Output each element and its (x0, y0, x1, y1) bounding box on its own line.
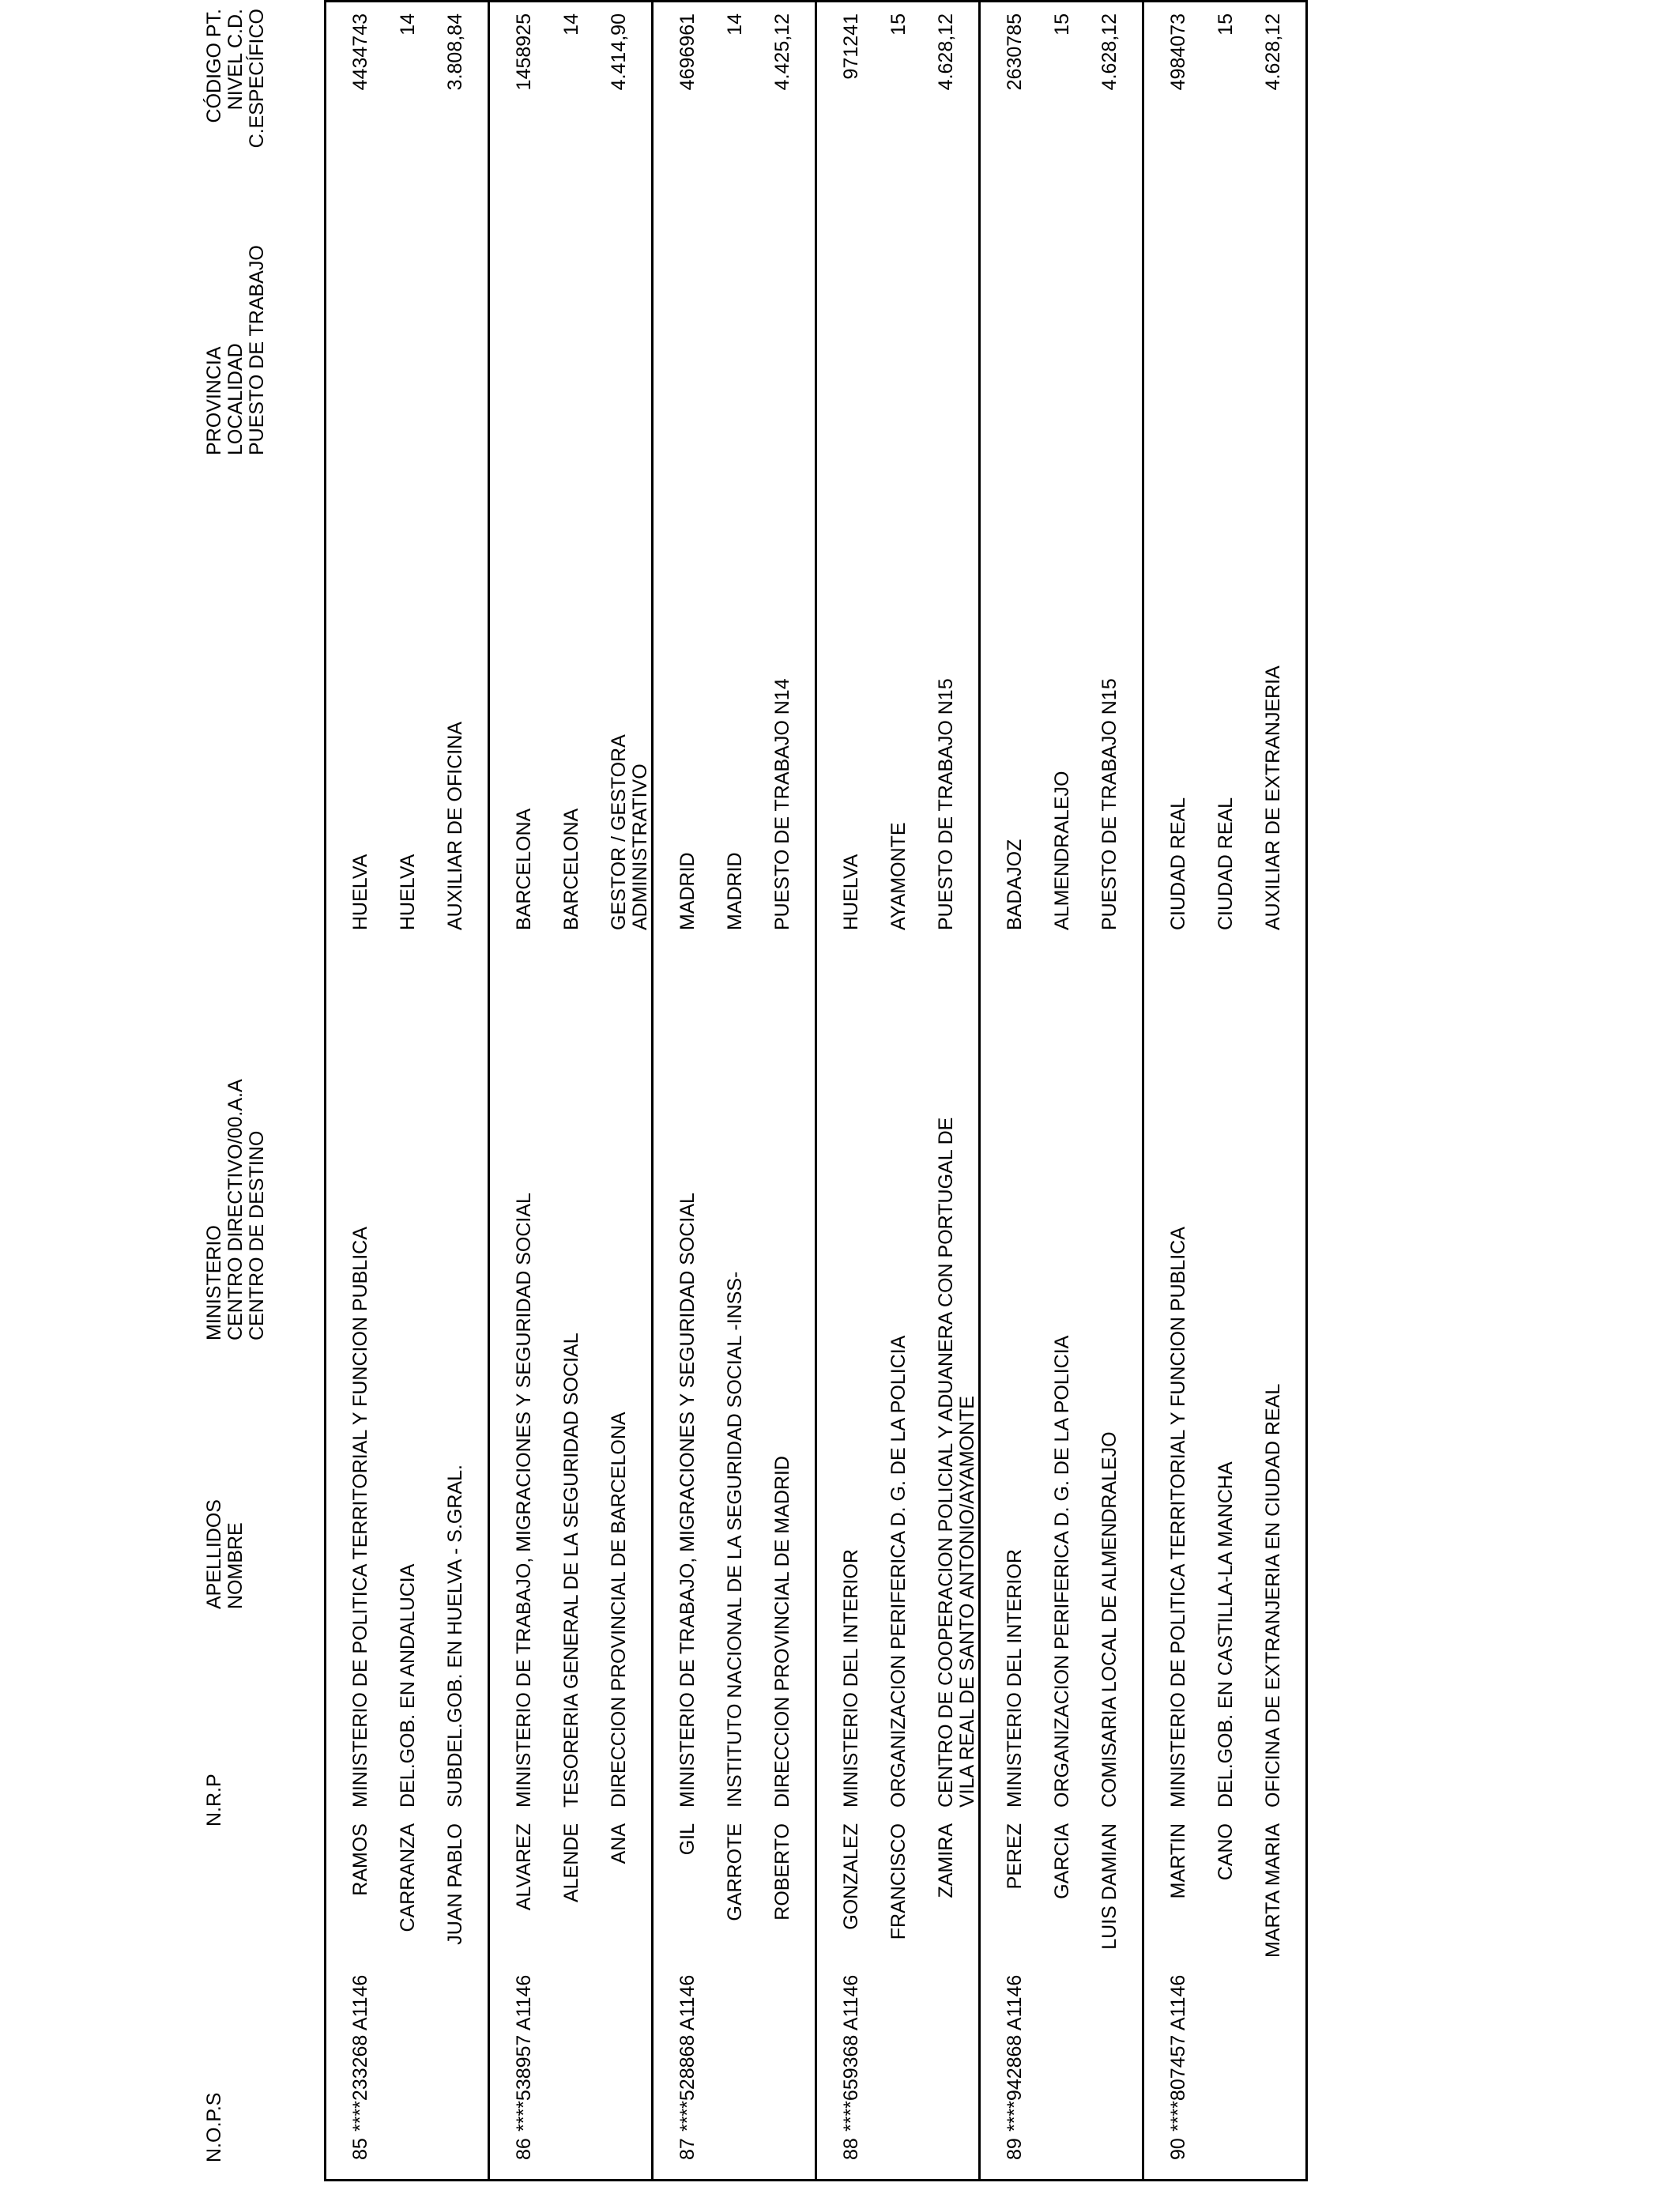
record-codigo: 1458925 (513, 13, 535, 91)
record-provincia: GESTOR / GESTORA ADMINISTRATIVO (608, 734, 651, 930)
record-provincia: ALMENDRALEJO (1051, 771, 1073, 930)
record-provincia: HUELVA (840, 854, 862, 930)
record-provincia: MADRID (724, 852, 746, 930)
record-nrp: ****659368 A1146 (840, 1974, 862, 2132)
record-nops: 86 (513, 2138, 535, 2160)
record-nrp: ****942868 A1146 (1004, 1974, 1026, 2132)
record-ministerio: ORGANIZACION PERIFERICA D. G. DE LA POLICIA (887, 1335, 910, 1808)
record-codigo: 3.808,84 (444, 13, 466, 91)
table-row (654, 2, 817, 2179)
record-nops: 89 (1004, 2138, 1026, 2160)
record-provincia: CIUDAD REAL (1167, 797, 1189, 930)
record-nombre: FRANCISCO (887, 1823, 910, 1940)
record-ministerio: MINISTERIO DEL INTERIOR (840, 1549, 862, 1808)
header-ministerio: MINISTERIO CENTRO DIRECTIVO/00.A.A CENTRO DE DESTINO (203, 1079, 268, 1340)
header-nops: N.O.P.S (203, 2092, 225, 2162)
record-nombre: GONZALEZ (840, 1823, 862, 1930)
record-codigo: 15 (1215, 13, 1237, 36)
record-ministerio: MINISTERIO DEL INTERIOR (1004, 1549, 1026, 1808)
record-ministerio: TESORERIA GENERAL DE LA SEGURIDAD SOCIAL (560, 1333, 582, 1808)
record-provincia: HUELVA (349, 854, 371, 930)
record-nombre: RAMOS (349, 1823, 371, 1896)
record-provincia: BARCELONA (560, 808, 582, 930)
record-nombre: JUAN PABLO (444, 1823, 466, 1945)
record-provincia: PUESTO DE TRABAJO N15 (935, 678, 957, 930)
record-nrp: ****233268 A1146 (349, 1974, 371, 2132)
record-ministerio: ORGANIZACION PERIFERICA D. G. DE LA POLICIA (1051, 1335, 1073, 1808)
record-ministerio: MINISTERIO DE TRABAJO, MIGRACIONES Y SEGURIDAD SOCIAL (513, 1193, 535, 1808)
record-nombre: GARCIA (1051, 1823, 1073, 1899)
record-provincia: AYAMONTE (887, 822, 910, 930)
record-provincia: PUESTO DE TRABAJO N14 (771, 678, 793, 930)
record-codigo: 14 (560, 13, 582, 36)
record-nombre: ANA (608, 1823, 630, 1864)
record-provincia: BARCELONA (513, 808, 535, 930)
record-nrp: ****538957 A1146 (513, 1974, 535, 2132)
record-ministerio: MINISTERIO DE POLITICA TERRITORIAL Y FUNCION PUBLICA (1167, 1227, 1189, 1808)
table-row (817, 2, 981, 2179)
record-nops: 88 (840, 2138, 862, 2160)
record-ministerio: MINISTERIO DE POLITICA TERRITORIAL Y FUNCION PUBLICA (349, 1227, 371, 1808)
record-ministerio: CENTRO DE COOPERACION POLICIAL Y ADUANERA CON PORTUGAL DE VILA REAL DE SANTO ANTONIO/AYAMONTE (935, 1117, 978, 1808)
record-nombre: CANO (1215, 1823, 1237, 1881)
record-ministerio: MINISTERIO DE TRABAJO, MIGRACIONES Y SEGURIDAD SOCIAL (676, 1193, 699, 1808)
record-ministerio: SUBDEL.GOB. EN HUELVA - S.GRAL. (444, 1465, 466, 1808)
record-ministerio: COMISARIA LOCAL DE ALMENDRALEJO (1098, 1431, 1121, 1808)
record-codigo: 4.425,12 (771, 13, 793, 91)
record-nombre: GARROTE (724, 1823, 746, 1921)
record-codigo: 4984073 (1167, 13, 1189, 91)
record-ministerio: INSTITUTO NACIONAL DE LA SEGURIDAD SOCIAL -INSS- (724, 1271, 746, 1808)
header-apellidos-nombre: APELLIDOS NOMBRE (203, 1499, 247, 1609)
record-provincia: HUELVA (397, 854, 419, 930)
record-nombre: ZAMIRA (935, 1823, 957, 1898)
record-nrp: ****528868 A1146 (676, 1974, 699, 2132)
table-row (1144, 2, 1308, 2179)
record-provincia: AUXILIAR DE OFICINA (444, 722, 466, 930)
record-nombre: CARRANZA (397, 1823, 419, 1932)
records-table (324, 0, 1308, 2181)
record-nops: 90 (1167, 2138, 1189, 2160)
record-ministerio: DEL.GOB. EN CASTILLA-LA MANCHA (1215, 1461, 1237, 1808)
record-codigo: 15 (1051, 13, 1073, 36)
record-provincia: CIUDAD REAL (1215, 797, 1237, 930)
record-ministerio: DIRECCION PROVINCIAL DE BARCELONA (608, 1412, 630, 1808)
record-nombre: LUIS DAMIAN (1098, 1823, 1121, 1950)
record-codigo: 4434743 (349, 13, 371, 91)
record-ministerio: DIRECCION PROVINCIAL DE MADRID (771, 1456, 793, 1808)
record-provincia: MADRID (676, 852, 699, 930)
record-nombre: ALVAREZ (513, 1823, 535, 1911)
record-nrp: ****807457 A1146 (1167, 1974, 1189, 2132)
record-nombre: MARTIN (1167, 1823, 1189, 1899)
record-ministerio: OFICINA DE EXTRANJERIA EN CIUDAD REAL (1262, 1383, 1284, 1808)
table-row (490, 2, 654, 2179)
record-codigo: 4.414,90 (608, 13, 630, 91)
record-provincia: PUESTO DE TRABAJO N15 (1098, 678, 1121, 930)
record-codigo: 971241 (840, 13, 862, 80)
table-header (0, 0, 324, 2194)
record-nops: 85 (349, 2138, 371, 2160)
record-nops: 87 (676, 2138, 699, 2160)
record-codigo: 14 (724, 13, 746, 36)
record-nombre: MARTA MARIA (1262, 1823, 1284, 1958)
record-codigo: 4.628,12 (935, 13, 957, 91)
record-codigo: 4.628,12 (1262, 13, 1284, 91)
record-nombre: PEREZ (1004, 1823, 1026, 1890)
header-provincia: PROVINCIA LOCALIDAD PUESTO DE TRABAJO (203, 245, 268, 455)
record-provincia: BADAJOZ (1004, 839, 1026, 930)
record-provincia: AUXILIAR DE EXTRANJERIA (1262, 665, 1284, 930)
record-codigo: 4.628,12 (1098, 13, 1121, 91)
header-nrp: N.R.P (203, 1774, 225, 1826)
table-row (981, 2, 1144, 2179)
record-nombre: GIL (676, 1823, 699, 1856)
record-nombre: ALENDE (560, 1823, 582, 1903)
header-codigo: CÓDIGO PT. NIVEL C.D. C.ESPECÍFICO (203, 9, 268, 149)
record-codigo: 14 (397, 13, 419, 36)
record-ministerio: DEL.GOB. EN ANDALUCIA (397, 1563, 419, 1808)
record-codigo: 2630785 (1004, 13, 1026, 91)
record-codigo: 15 (887, 13, 910, 36)
record-nombre: ROBERTO (771, 1823, 793, 1921)
record-codigo: 4696961 (676, 13, 699, 91)
table-row (326, 2, 490, 2179)
